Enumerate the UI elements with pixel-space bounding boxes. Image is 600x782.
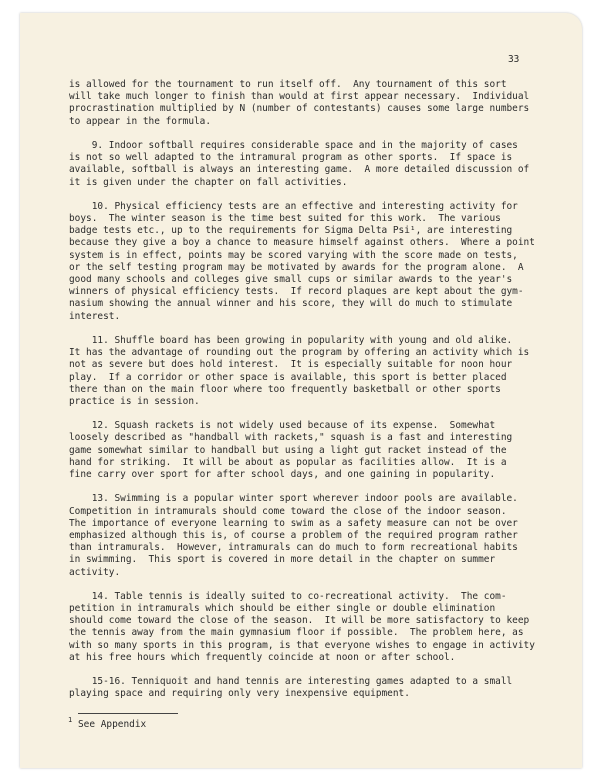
text-line: will take much longer to finish than would at first appear necessary. Individual — [69, 91, 530, 103]
text-line: should come toward the close of the season. It will be more satisfactory to keep — [69, 615, 530, 627]
text-line: activity. — [69, 566, 121, 578]
text-line: with so many sports in this program, is that everyone wishes to engage in activity — [69, 639, 535, 651]
text-line: it is given under the chapter on fall activities. — [69, 176, 348, 188]
text-line: hand for striking. It will be about as popular as facilities allow. It is a — [69, 456, 507, 468]
paragraph — [69, 420, 559, 481]
footnote-rule — [78, 713, 178, 714]
paragraph — [69, 201, 559, 323]
text-line: 15-16. Tenniquoit and hand tennis are interesting games adapted to a small — [69, 676, 513, 688]
paragraph — [69, 335, 559, 408]
document-page — [20, 13, 582, 768]
text-line: 13. Swimming is a popular winter sport wherever indoor pools are available. — [69, 493, 518, 505]
text-line: winners of physical efficiency tests. If record plaques are kept about the gym- — [69, 286, 524, 298]
text-line: is allowed for the tournament to run itself off. Any tournament of this sort — [69, 79, 507, 90]
text-line: loosely described as "handball with rackets," squash is a fast and interesting — [69, 432, 513, 444]
text-line: badge tests etc., up to the requirements for Sigma Delta Psi¹, are interesting — [69, 225, 513, 237]
paragraph — [69, 140, 559, 189]
text-line: playing space and requiring only very inexpensive equipment. — [69, 688, 410, 700]
text-line: the tennis away from the main gymnasium floor if possible. The problem here, as — [69, 627, 524, 639]
text-line: fine carry over sport for after school days, and one gaining in popularity. — [69, 469, 496, 480]
text-line: 11. Shuffle board has been growing in popularity with young and old alike. — [69, 334, 513, 346]
footnote-marker: 1 — [68, 716, 73, 724]
body-text — [69, 79, 559, 701]
footnote-text: See Appendix — [78, 719, 147, 730]
text-line: because they give a boy a chance to measure himself against others. Where a point — [69, 237, 535, 249]
text-line: petition in intramurals which should be either single or double elimination — [69, 603, 496, 615]
paragraph — [69, 79, 559, 128]
text-line: The importance of everyone learning to swim as a safety measure can not be over — [69, 517, 518, 529]
text-line: practice is in session. — [69, 395, 200, 407]
text-line: available, softball is always an interesting game. A more detailed discussion of — [69, 164, 530, 176]
text-line: 12. Squash rackets is not widely used because of its expense. Somewhat — [69, 420, 496, 432]
text-line: 10. Physical efficiency tests are an effective and interesting activity for — [69, 200, 518, 212]
paragraph — [69, 591, 559, 664]
text-line: It has the advantage of rounding out the program by offering an activity which is — [69, 347, 530, 359]
paragraph — [69, 493, 559, 578]
text-line: than intramurals. However, intramurals can do much to form recreational habits — [69, 542, 518, 554]
page-number: 33 — [508, 54, 520, 65]
text-line: not as severe but does hold interest. It is especially suitable for noon hour — [69, 359, 513, 371]
text-line: 9. Indoor softball requires considerable space and in the majority of cases — [69, 139, 518, 151]
text-line: is not so well adapted to the intramural program as other sports. If space is — [69, 152, 513, 164]
text-line: play. If a corridor or other space is available, this sport is better placed — [69, 371, 507, 383]
text-line: boys. The winter season is the time best suited for this work. The various — [69, 213, 501, 225]
text-line: to appear in the formula. — [69, 115, 212, 127]
text-line: system is in effect, points may be scored varying with the score made on tests, — [69, 249, 518, 261]
text-line: game somewhat similar to handball but using a light gut racket instead of the — [69, 444, 507, 456]
text-line: Competition in intramurals should come toward the close of the indoor season. — [69, 505, 507, 517]
text-line: nasium showing the annual winner and his score, they will do much to stimulate — [69, 298, 513, 310]
text-line: 14. Table tennis is ideally suited to co-recreational activity. The com- — [69, 590, 507, 602]
text-line: interest. — [69, 310, 121, 322]
paragraph — [69, 676, 559, 700]
text-line: in swimming. This sport is covered in more detail in the chapter on summer — [69, 554, 496, 566]
text-line: good many schools and colleges give small cups or similar awards to the year's — [69, 274, 513, 285]
text-line: or the self testing program may be motivated by awards for the program alone. A — [69, 261, 524, 273]
text-line: at his free hours which frequently coincide at noon or after school. — [69, 651, 456, 663]
text-line: emphasized although this is, of course a problem of the required program rather — [69, 529, 518, 541]
text-line: procrastination multiplied by N (number of contestants) causes some large numbers — [69, 103, 530, 115]
text-line: there than on the main floor where too frequently basketball or other sports — [69, 383, 501, 395]
